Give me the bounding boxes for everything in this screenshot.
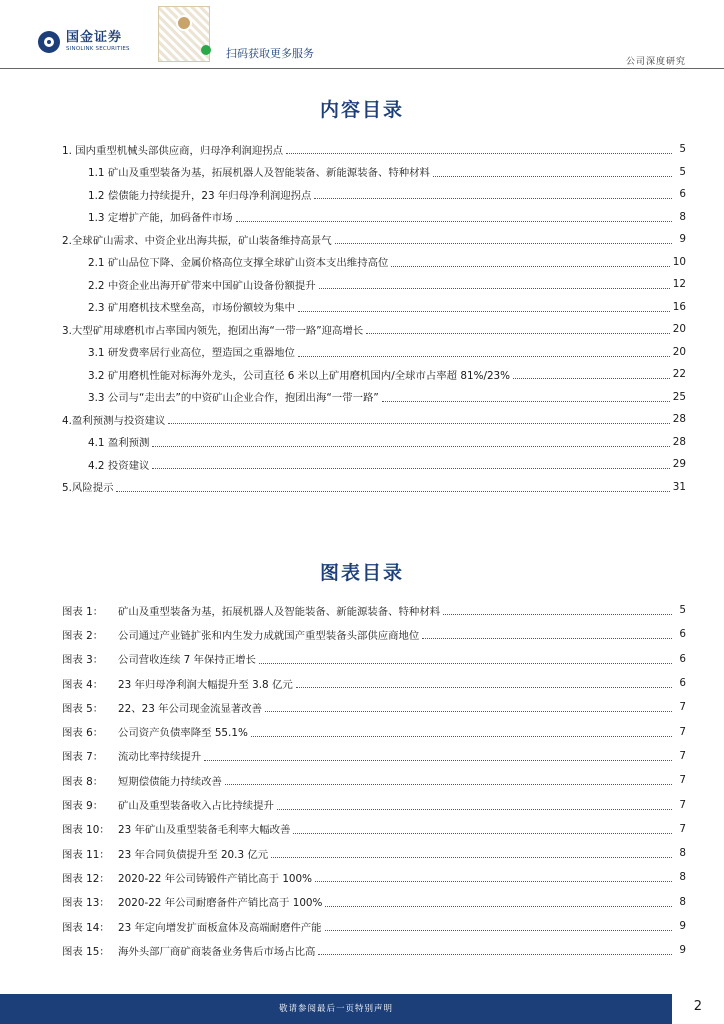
toc-entry-page: 5 xyxy=(679,143,686,156)
toc-entry-title: 1. 国内重型机械头部供应商，归母净利润迎拐点 xyxy=(62,142,286,157)
toc-entry-title: 1.3 定增扩产能，加码备件市场 xyxy=(88,209,236,224)
toc-entry[interactable] xyxy=(62,453,686,476)
dot-leader xyxy=(168,423,669,424)
toc-entry[interactable] xyxy=(62,408,686,431)
figure-entry-label: 图表 1： xyxy=(62,605,104,618)
figure-entry[interactable] xyxy=(62,890,686,914)
toc-entry-page: 25 xyxy=(672,390,686,403)
wechat-badge-icon xyxy=(201,45,211,55)
toc-entry-page: 6 xyxy=(679,188,686,201)
toc-entry-page: 29 xyxy=(672,458,686,471)
dot-leader xyxy=(382,401,670,402)
dot-leader xyxy=(152,468,669,469)
document-type-label: 公司深度研究 xyxy=(625,57,686,67)
figure-entry-title: 公司通过产业链扩张和内生发力成就国产重型装备头部供应商地位 xyxy=(118,629,420,642)
table-of-contents xyxy=(62,138,686,498)
figure-list-title: 图表目录 xyxy=(319,562,404,584)
dot-leader xyxy=(318,954,672,955)
toc-entry[interactable] xyxy=(62,273,686,296)
toc-entry-title: 3.2 矿用磨机性能对标海外龙头，公司直径 6 米以上矿用磨机国内/全球市占率超 81%/23% xyxy=(88,367,513,382)
figure-entry-label: 图表 8： xyxy=(62,775,104,788)
figure-entry[interactable] xyxy=(62,622,686,646)
figure-list xyxy=(62,598,686,962)
dot-leader xyxy=(277,809,672,810)
figure-entry-page: 7 xyxy=(679,749,686,762)
toc-entry-title: 1.2 偿债能力持续提升，23 年归母净利润迎拐点 xyxy=(88,187,314,202)
figure-entry-title: 矿山及重型装备收入占比持续提升 xyxy=(118,800,274,813)
toc-entry-title: 4.盈利预测与投资建议 xyxy=(62,412,168,427)
toc-entry-title: 3.3 公司与“走出去”的中资矿山企业合作，抱团出海“一带一路” xyxy=(88,389,382,404)
figure-entry-page: 8 xyxy=(679,847,686,860)
footer-bar xyxy=(0,994,672,1024)
figure-entry-title: 23 年归母净利润大幅提升至 3.8 亿元 xyxy=(118,678,293,691)
toc-entry[interactable] xyxy=(62,318,686,341)
figure-entry-title: 23 年矿山及重型装备毛利率大幅改善 xyxy=(118,824,291,837)
toc-entry-page: 16 xyxy=(672,300,686,313)
toc-entry-page: 20 xyxy=(672,345,686,358)
toc-entry-page: 28 xyxy=(672,435,686,448)
dot-leader xyxy=(513,378,670,379)
toc-entry[interactable] xyxy=(62,476,686,499)
toc-entry[interactable] xyxy=(62,386,686,409)
toc-entry[interactable] xyxy=(62,363,686,386)
toc-entry-page: 12 xyxy=(672,278,686,291)
dot-leader xyxy=(315,881,672,882)
dot-leader xyxy=(443,614,672,615)
figure-entry[interactable] xyxy=(62,695,686,719)
figure-entry-title: 流动比率持续提升 xyxy=(118,751,202,764)
toc-entry-page: 28 xyxy=(672,413,686,426)
toc-entry-title: 4.2 投资建议 xyxy=(88,457,152,472)
toc-entry-title: 2.1 矿山品位下降、金属价格高位支撑全球矿山资本支出维持高位 xyxy=(88,254,391,269)
figure-entry-page: 9 xyxy=(679,944,686,957)
toc-entry-title: 2.2 中资企业出海开矿带来中国矿山设备份额提升 xyxy=(88,277,319,292)
figure-entry-label: 图表 9： xyxy=(62,800,104,813)
logo-icon xyxy=(38,31,60,53)
logo-english-name: SINOLINK SECURITIES xyxy=(66,46,130,52)
figure-entry-label: 图表 12： xyxy=(62,872,110,885)
figure-entry[interactable] xyxy=(62,865,686,889)
figure-entry-label: 图表 15： xyxy=(62,945,110,958)
dot-leader xyxy=(366,333,670,334)
toc-entry[interactable] xyxy=(62,341,686,364)
figure-entry-page: 7 xyxy=(679,774,686,787)
toc-entry-page: 31 xyxy=(672,480,686,493)
dot-leader xyxy=(391,266,669,267)
figure-entry-page: 5 xyxy=(679,604,686,617)
toc-entry-page: 9 xyxy=(679,233,686,246)
toc-entry-title: 5.风险提示 xyxy=(62,479,116,494)
toc-entry[interactable] xyxy=(62,431,686,454)
toc-entry-title: 4.1 盈利预测 xyxy=(88,434,152,449)
figure-entry[interactable] xyxy=(62,744,686,768)
figure-entry[interactable] xyxy=(62,817,686,841)
toc-entry[interactable] xyxy=(62,296,686,319)
toc-entry-title: 2.全球矿山需求、中资企业出海共振，矿山装备维持高景气 xyxy=(62,232,335,247)
figure-entry-label: 图表 11： xyxy=(62,848,110,861)
dot-leader xyxy=(286,153,672,154)
dot-leader xyxy=(314,198,672,199)
figure-entry-title: 公司营收连续 7 年保持正增长 xyxy=(118,654,256,667)
figure-entry-label: 图表 10： xyxy=(62,824,110,837)
header-divider xyxy=(0,68,724,69)
toc-entry[interactable] xyxy=(62,251,686,274)
figure-entry-title: 短期偿债能力持续改善 xyxy=(118,775,222,788)
toc-entry-page: 22 xyxy=(672,368,686,381)
toc-title: 内容目录 xyxy=(319,99,404,121)
dot-leader xyxy=(296,687,672,688)
logo-chinese-name: 国金证券 xyxy=(66,30,123,45)
dot-leader xyxy=(251,736,672,737)
toc-entry[interactable] xyxy=(62,228,686,251)
dot-leader xyxy=(152,446,669,447)
figure-entry-title: 23 年定向增发扩面板盒体及高端耐磨件产能 xyxy=(118,921,322,934)
figure-entry[interactable] xyxy=(62,914,686,938)
figure-entry[interactable] xyxy=(62,938,686,962)
figure-entry-label: 图表 7： xyxy=(62,751,104,764)
toc-entry[interactable] xyxy=(62,161,686,184)
figure-entry[interactable] xyxy=(62,671,686,695)
figure-entry-page: 8 xyxy=(679,871,686,884)
dot-leader xyxy=(325,906,672,907)
figure-entry[interactable] xyxy=(62,598,686,622)
figure-entry-page: 6 xyxy=(679,677,686,690)
toc-entry-page: 20 xyxy=(672,323,686,336)
toc-entry[interactable] xyxy=(62,206,686,229)
dot-leader xyxy=(335,243,672,244)
toc-entry-title: 2.3 矿用磨机技术壁垒高，市场份额较为集中 xyxy=(88,299,298,314)
figure-entry-page: 7 xyxy=(679,822,686,835)
figure-entry-page: 9 xyxy=(679,920,686,932)
dot-leader xyxy=(298,356,670,357)
figure-entry-label: 图表 13： xyxy=(62,897,110,910)
figure-entry-title: 23 年合同负债提升至 20.3 亿元 xyxy=(118,848,269,861)
figure-entry[interactable] xyxy=(62,719,686,743)
figure-entry-page: 7 xyxy=(679,725,686,738)
page-number: 2 xyxy=(693,999,702,1014)
qr-code-icon[interactable] xyxy=(158,6,210,62)
figure-entry-label: 图表 3： xyxy=(62,654,104,667)
toc-entry-page: 5 xyxy=(679,165,686,178)
toc-entry[interactable] xyxy=(62,138,686,161)
figure-entry-title: 海外头部厂商矿商装备业务售后市场占比高 xyxy=(118,945,316,958)
sinolink-logo xyxy=(38,28,148,56)
dot-leader xyxy=(325,930,672,931)
figure-entry-page: 8 xyxy=(679,895,686,908)
figure-entry-title: 22、23 年公司现金流显著改善 xyxy=(118,702,263,715)
dot-leader xyxy=(225,784,672,785)
dot-leader xyxy=(422,638,672,639)
figure-entry[interactable] xyxy=(62,841,686,865)
figure-entry[interactable] xyxy=(62,792,686,816)
figure-entry-label: 图表 5： xyxy=(62,702,104,715)
dot-leader xyxy=(319,288,670,289)
figure-entry-label: 图表 2： xyxy=(62,629,104,642)
figure-entry-title: 矿山及重型装备为基，拓展机器人及智能装备、新能源装备、特种材料 xyxy=(118,605,441,618)
dot-leader xyxy=(265,711,672,712)
toc-entry-page: 10 xyxy=(672,255,686,268)
dot-leader xyxy=(271,857,672,858)
figure-entry-page: 7 xyxy=(679,701,686,714)
toc-entry-title: 3.大型矿用球磨机市占率国内领先，抱团出海“一带一路”迎高增长 xyxy=(62,322,366,337)
dot-leader xyxy=(204,760,672,761)
disclaimer-notice: 敬请参阅最后一页特别声明 xyxy=(278,1004,393,1014)
figure-entry-label: 图表 6： xyxy=(62,727,104,740)
toc-entry[interactable] xyxy=(62,183,686,206)
dot-leader xyxy=(293,833,672,834)
toc-entry-title: 3.1 研发费率居行业高位，塑造国之重器地位 xyxy=(88,344,298,359)
figure-entry[interactable] xyxy=(62,647,686,671)
scan-for-service-text: 扫码获取更多服务 xyxy=(226,47,314,60)
figure-entry-page: 7 xyxy=(679,798,686,811)
dot-leader xyxy=(259,663,672,664)
figure-entry-label: 图表 4： xyxy=(62,678,104,691)
dot-leader xyxy=(236,221,672,222)
dot-leader xyxy=(433,176,672,177)
page-footer xyxy=(0,994,724,1024)
figure-entry-page: 6 xyxy=(679,652,686,665)
dot-leader xyxy=(298,311,670,312)
page-header xyxy=(0,0,724,70)
figure-entry-page: 6 xyxy=(679,628,686,641)
figure-entry-label: 图表 14： xyxy=(62,921,110,934)
toc-entry-page: 8 xyxy=(679,210,686,223)
figure-entry[interactable] xyxy=(62,768,686,792)
dot-leader xyxy=(116,491,669,492)
toc-entry-title: 1.1 矿山及重型装备为基，拓展机器人及智能装备、新能源装备、特种材料 xyxy=(88,164,433,179)
figure-entry-title: 2020-22 年公司耐磨备件产销比高于 100% xyxy=(118,897,323,910)
figure-entry-title: 公司资产负债率降至 55.1% xyxy=(118,727,248,740)
figure-entry-title: 2020-22 年公司铸锻件产销比高于 100% xyxy=(118,872,313,885)
